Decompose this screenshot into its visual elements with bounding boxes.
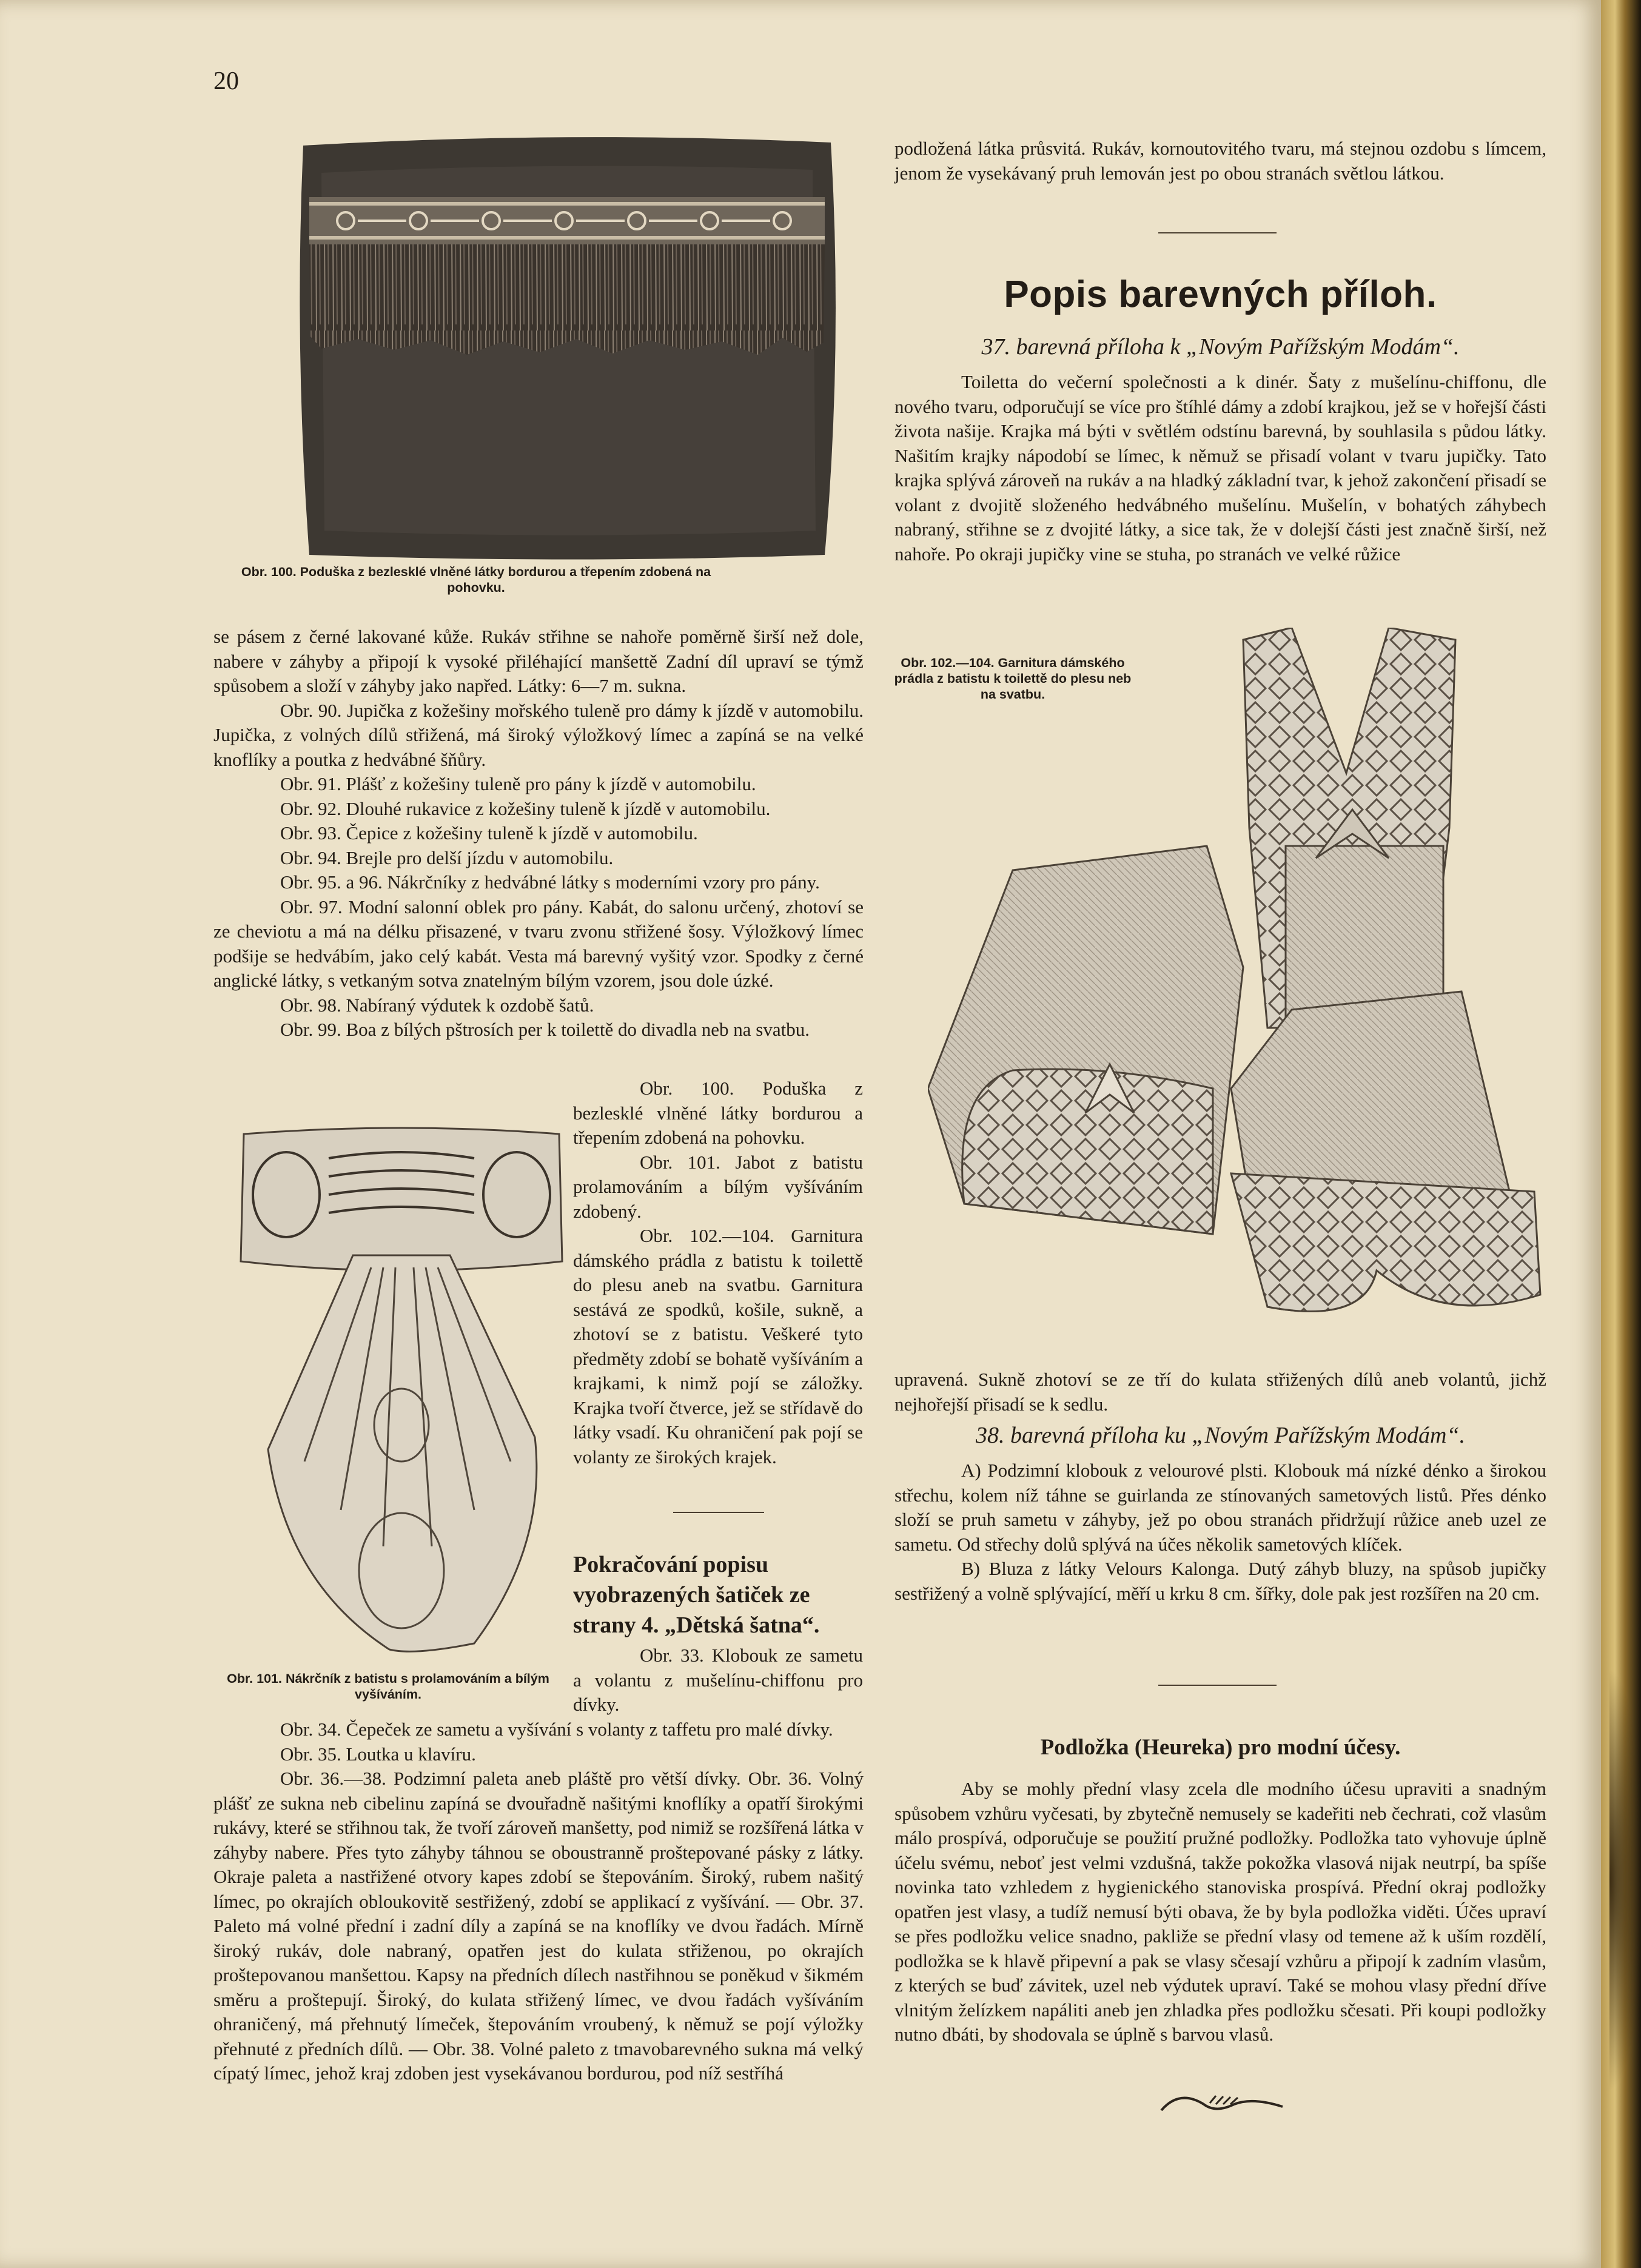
paragraph: Obr. 35. Loutka u klavíru.	[280, 1743, 476, 1765]
continuation-heading: Pokračování popisu vyobrazených šatiček ze strany 4. „Dětská šatna“.	[573, 1552, 820, 1638]
left-column-text	[213, 625, 864, 1042]
binding-edge	[1601, 0, 1641, 2268]
paragraph: B) Bluza z látky Velours Kalonga. Dutý záhyb bluzy, na spůsob jupičky sestřižený a volně splývající, měří u krku 8 cm. šířky, dole pak jest rozšířen na 20 cm.	[894, 1558, 1546, 1604]
paragraph: Obr. 90. Jupička z kožešiny mořského tuleně pro dámy k jízdě v automobilu. Jupička, z volných dílů střižená, má široký výložkový límec a zapíná se na velké knoflíky a poutka z hedvábné šňůry.	[213, 699, 864, 770]
continuation-text	[573, 1643, 863, 1717]
caption-fig102: Obr. 102.—104. Garnitura dámského prádla z batistu k toilettě do plesu neb na svatbu.	[894, 656, 1132, 702]
supplement-38-title: 38. barevná příloha ku „Novým Pařížským Modám“.	[975, 1423, 1466, 1448]
continuation-text-wide	[213, 1717, 864, 2086]
divider	[1158, 232, 1277, 233]
paragraph: Obr. 33. Klobouk ze sametu a volantu z mušelínu-chiffonu pro dívky.	[573, 1645, 863, 1715]
supplement-37-cont	[894, 1367, 1546, 1417]
paragraph: Obr. 36.—38. Podzimní paleta aneb pláště pro větší dívky. Obr. 36. Volný plášť ze sukna neb cibelinu zapíná se dvouřadně našitými knoflíky a opatří širokými rukávy, které se střihnou tak, že tvoří zároveň manšetty, pod nimiž se rozšířená látka v záhyby nabere. Přes tyto záhyby táhnou se oboustranně proštepované pásky z látky. Okraje paleta a nastřižené otvory kapes zdobí se štepováním. Široký, rubem našitý límec, po okrajích obloukovitě sestřižený, zdobí se applikací z vyšívání. — Obr. 37. Paleto má volné přední i zadní díly a zapíná se na knoflíky ve dvou řadách. Mírně široký rukáv, dole nabraný, opatřen jest do kulata střiženou, po okrajích proštepovanou manšettou. Kapsy na předních dílech nastřihnou se poněkud v šikmém směru a proštepují. Široký, do kulata střižený límec, ve dvou řadách vyšíváním ohraničený, má přehnutý límeček, štepováním vroubený, k němuž se pojí výložky přehnuté z předních dílů. — Obr. 38. Volné paleto z tmavobarevného sukna má velký cípatý límec, jehož kraj zdoben jest vysekávanou bordurou, pod níž sestříhá	[213, 1768, 864, 2084]
podlozka-text	[894, 1777, 1546, 2047]
figure-jabot	[232, 1122, 571, 1662]
cushion-illustration	[297, 136, 837, 561]
paragraph: Obr. 97. Modní salonní oblek pro pány. Kabát, do salonu určený, zhotoví se ze cheviotu a má na délku přisazené, v tvaru zvonu střižené šosy. Výložkový límec podšije se hedvábím, jako celý kabát. Vesta má barevný vyšitý vzor. Spodky z černé anglické látky, s vetkaným sotva znatelným bílým vzorem, jsou dole úzké.	[213, 896, 864, 991]
popis-heading: Popis barevných příloh.	[1004, 273, 1437, 315]
paragraph: Obr. 100. Poduška z bezlesklé vlněné látky bordurou a třepením zdobená na pohovku.	[573, 1078, 863, 1148]
figure-lingerie	[928, 628, 1546, 1343]
paragraph: Obr. 101. Jabot z batistu prolamováním a bílým vyšíváním zdobený.	[573, 1151, 863, 1222]
page-number: 20	[213, 67, 239, 95]
supplement-37-title: 37. barevná příloha k „Novým Pařížským Modám“.	[981, 334, 1460, 360]
figure-cushion	[297, 136, 837, 561]
paragraph: Obr. 99. Boa z bílých pštrosích per k toilettě do divadla neb na svatbu.	[280, 1019, 810, 1040]
end-ornament	[1155, 2086, 1289, 2122]
paragraph: podložená látka průsvitá. Rukáv, kornoutovitého tvaru, má stejnou ozdobu s límcem, jenom že vysekávaný pruh lemován jest po obou stranách světlou látkou.	[894, 138, 1546, 184]
paragraph: se pásem z černé lakované kůže. Rukáv střihne se nahoře poměrně širší než dole, nabere v záhyby a připojí k vysoké přiléhající manšettě Zadní díl upraví se týmž spůsobem a složí v záhyby jako napřed. Látky: 6—7 m. sukna.	[213, 626, 864, 696]
paragraph: Obr. 98. Nabíraný výdutek k ozdobě šatů.	[280, 994, 594, 1016]
mid-text	[573, 1076, 863, 1469]
paragraph: A) Podzimní klobouk z velourové plsti. Klobouk má nízké dénko a širokou střechu, kolem níž táhne se guirlanda ze stínovaných sametových listů. Přes dénko složí se pruh sametu v záhyby, jež po obou stranách přidržují růžice aneb uzel ze sametu. Od střechy dolů splývá na účes několik sametových klíček.	[894, 1460, 1546, 1555]
caption-fig101: Obr. 101. Nákrčník z batistu s prolamováním a bílým vyšíváním.	[227, 1671, 549, 1702]
lingerie-illustration	[928, 628, 1546, 1343]
paragraph: Obr. 102.—104. Garnitura dámského prádla z batistu k toilettě do plesu aneb na svatbu. Garnitura sestává ze spodků, košile, sukně, a zhotoví se z batistu. Veškeré tyto předměty zdobí se bohatě vyšíváním a krajkami, k nimž pojí se záložky. Krajka tvoří čtverce, jež se střídavě do látky vsadí. Ku ohraničení pak pojí se volanty ze širokých krajek.	[573, 1225, 863, 1468]
paragraph: Aby se mohly přední vlasy zcela dle modního účesu upraviti a snadným spůsobem vzhůru vyčesati, by zbytečně nemusely se kadeřiti neb čechrati, což vlasům málo prospívá, odporučuje se použití pružné podložky. Podložka tato vyhovuje úplně účelu svému, neboť jest velmi vzdušná, takže pokožka vlasová nijak neutrpí, ba spíše novinka tato vzhledem z hygienického stanoviska prospívá. Přední okraj podložky opatřen jest vlasy, a tudíž nemusí býti obava, že by byla podložka viděti. Účes upraví se přes podložku velice snadno, pakliže se přední vlasy od temene až k uším rozdělí, podložka se k hlavě připevní a pak se vlasy sčesají vzhůru a připojí k zadním vlasům, z kterých se buď závitek, uzel neb výdutek upraví. Také se mohou vlasy přední dříve vlnitým želízkem napáliti aneb jen zhladka přes podložku sčesati. Při koupi podložky nutno dbáti, by shodovala se úplně s barvou vlasů.	[894, 1778, 1546, 2045]
supplement-38-text	[894, 1458, 1546, 1606]
supplement-37-text	[894, 370, 1546, 566]
paragraph: Obr. 34. Čepeček ze sametu a vyšívání s volanty z taffetu pro malé dívky.	[280, 1719, 833, 1740]
divider	[1158, 1685, 1277, 1686]
divider	[673, 1512, 764, 1513]
podlozka-heading: Podložka (Heureka) pro modní účesy.	[1040, 1735, 1401, 1760]
paragraph: Toiletta do večerní společnosti a k dinér. Šaty z mušelínu-chiffonu, dle nového tvaru, odporučují se více pro štíhlé dámy a zdobí krajkou, jež se v hořejší části života našije. Krajka má býti v světlém odstínu barevná, by souhlasila s půdou látky. Našitím krajky nápodobí se límec, k němuž se přisadí volant v tvaru jupičky. Tato krajka splývá zároveň na rukáv a na hladký základní tvar, k jehož zakončení přisadí se volant z dvojitě složeného hedvábného mušelínu. Mušelín, v bohatých záhybech nabraný, střihne se z dvojité látky, a sice tak, že v dolejší části jest značně širší, než nahoře. Po okraji jupičky vine se stuha, po stranách ve velké růžice	[894, 371, 1546, 565]
paragraph: upravená. Sukně zhotoví se ze tří do kulata střižených dílů aneb volantů, jichž nejhořejší přisadí se k sedlu.	[894, 1369, 1546, 1415]
paragraph: Obr. 91. Plášť z kožešiny tuleně pro pány k jízdě v automobilu.	[280, 773, 756, 794]
paragraph: Obr. 95. a 96. Nákrčníky z hedvábné látky s moderními vzory pro pány.	[280, 871, 820, 893]
paragraph: Obr. 92. Dlouhé rukavice z kožešiny tuleně k jízdě v automobilu.	[280, 797, 771, 819]
paragraph: Obr. 93. Čepice z kožešiny tuleně k jízdě v automobilu.	[280, 822, 698, 844]
jabot-illustration	[232, 1122, 571, 1662]
flourish-ornament	[1155, 2086, 1289, 2122]
paragraph: Obr. 94. Brejle pro delší jízdu v automobilu.	[280, 847, 614, 868]
caption-fig100: Obr. 100. Poduška z bezlesklé vlněné látky bordurou a třepením zdobená na pohovku.	[241, 565, 711, 595]
right-top-text	[894, 136, 1546, 186]
